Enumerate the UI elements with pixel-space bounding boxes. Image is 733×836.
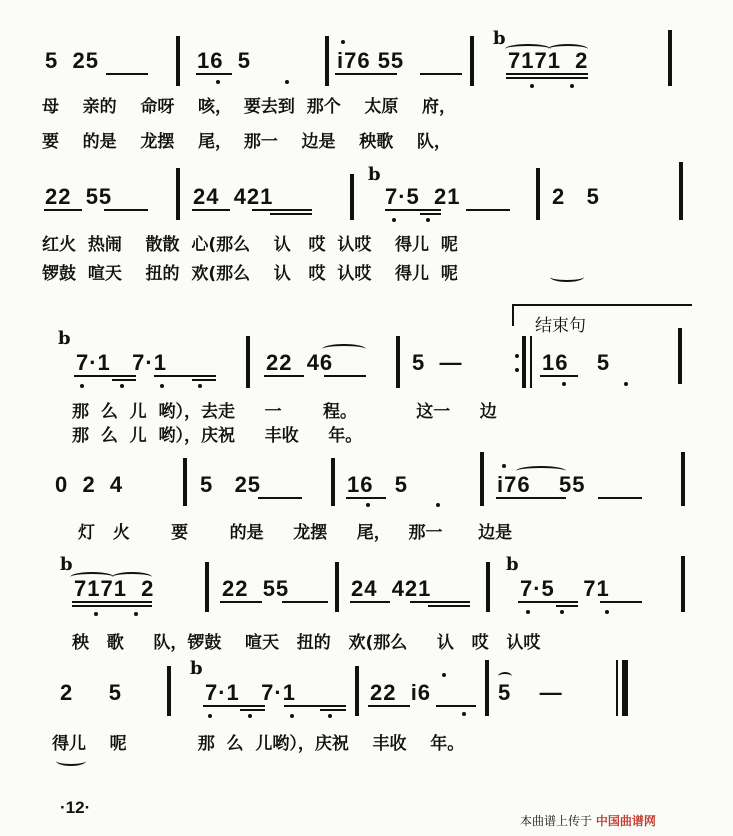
underline	[436, 705, 476, 707]
notes-measure: 16 5	[197, 48, 251, 73]
octave-dot	[160, 384, 164, 388]
underline	[320, 709, 346, 711]
underline	[506, 77, 588, 79]
notes-measure: 7171 2	[74, 576, 155, 601]
lyric-line: 那 么 儿 哟），庆祝 丰收 年。	[72, 426, 363, 446]
final-barline	[622, 660, 628, 716]
lyric-line: 母 亲的 命呀 咳， 要去到 那个 太原 府，	[42, 97, 457, 117]
octave-dot	[562, 382, 566, 386]
octave-dot	[208, 714, 212, 718]
notes-measure: 7·1 7·1	[76, 350, 167, 375]
notes-measure: 24 421	[351, 576, 432, 601]
octave-dot	[570, 84, 574, 88]
octave-dot	[94, 612, 98, 616]
underline	[598, 497, 642, 499]
notes-measure: 22 55	[45, 184, 113, 209]
underline	[240, 709, 265, 711]
flat-sign: b	[506, 554, 519, 575]
octave-dot	[216, 80, 220, 84]
barline	[678, 328, 682, 384]
barline	[681, 452, 685, 506]
underline	[556, 605, 578, 607]
octave-dot	[285, 80, 289, 84]
lyric-line: 得儿 呢 那 么 儿哟），庆祝 丰收 年。	[52, 734, 465, 754]
underline	[385, 209, 441, 211]
octave-dot	[248, 714, 252, 718]
lyric-line: 要 的是 龙摆 尾， 那一 边是 秧歌 队，	[42, 132, 451, 152]
underline	[282, 601, 328, 603]
barline	[536, 168, 540, 220]
notes-measure: 7171 2	[508, 48, 589, 73]
notes-measure: 2 5	[552, 184, 600, 209]
flat-sign: b	[60, 554, 73, 575]
underline	[540, 375, 578, 377]
octave-dot	[198, 384, 202, 388]
underline	[466, 209, 510, 211]
octave-dot	[502, 464, 506, 468]
underline	[428, 605, 470, 607]
octave-dot	[341, 40, 345, 44]
octave-dot	[462, 712, 466, 716]
barline	[176, 36, 180, 86]
barline	[167, 666, 171, 716]
underline	[284, 705, 346, 707]
notes-measure: 24 421	[193, 184, 274, 209]
underline	[368, 705, 410, 707]
barline	[335, 562, 339, 612]
underline	[192, 379, 216, 381]
upload-credit	[520, 812, 656, 829]
barline	[325, 36, 329, 86]
notes-measure: 22 55	[222, 576, 290, 601]
barline	[470, 36, 474, 86]
octave-dot	[328, 714, 332, 718]
notes-measure: 7·5 21	[385, 184, 461, 209]
barline	[668, 30, 672, 86]
underline	[420, 73, 462, 75]
notes-measure: 7·5 71	[520, 576, 610, 601]
underline	[252, 209, 312, 211]
barline	[485, 660, 489, 716]
underline	[420, 213, 441, 215]
flat-sign: b	[58, 328, 71, 349]
notes-measure: 5 —	[412, 350, 463, 375]
underline	[112, 379, 136, 381]
octave-dot	[605, 610, 609, 614]
barline	[176, 168, 180, 220]
notes-measure: 22 i6	[370, 680, 432, 705]
octave-dot	[134, 612, 138, 616]
underline	[72, 605, 152, 607]
octave-dot	[526, 610, 530, 614]
underline	[74, 375, 136, 377]
barline	[616, 660, 618, 716]
notes-measure: 16 5	[347, 472, 409, 497]
lyric-line: 灯 火 要 的是 龙摆 尾， 那一 边是	[78, 523, 513, 543]
barline	[522, 336, 526, 388]
repeat-dot	[515, 354, 519, 358]
flat-sign: b	[190, 658, 203, 679]
octave-dot	[290, 714, 294, 718]
octave-dot	[624, 382, 628, 386]
upload-text: 本曲谱上传于	[520, 814, 593, 828]
underline	[72, 601, 152, 603]
notes-measure: 7·1 7·1	[205, 680, 296, 705]
underline	[264, 375, 304, 377]
underline	[600, 601, 642, 603]
repeat-dot	[515, 368, 519, 372]
barline	[679, 162, 683, 220]
notes-measure: 0 2 4	[55, 472, 124, 497]
underline	[258, 497, 302, 499]
underline	[104, 209, 148, 211]
ending-label: 结束句	[535, 316, 586, 336]
notes-measure: 5 25	[200, 472, 262, 497]
underline	[192, 209, 230, 211]
underline	[324, 375, 366, 377]
underline	[518, 601, 578, 603]
underline	[154, 375, 216, 377]
octave-dot	[442, 673, 446, 677]
notes-measure: i76 55	[497, 472, 586, 497]
barline	[183, 458, 187, 506]
page-number: ·12·	[60, 798, 91, 817]
octave-dot	[436, 503, 440, 507]
notes-measure: 2 5	[60, 680, 123, 705]
site-logo[interactable]: 中国曲谱网	[595, 814, 656, 828]
underline	[220, 601, 262, 603]
underline	[410, 601, 470, 603]
flat-sign: b	[368, 164, 381, 185]
octave-dot	[426, 218, 430, 222]
lyric-bracket	[56, 756, 86, 766]
notes-measure: 5 25	[45, 48, 99, 73]
octave-dot	[366, 503, 370, 507]
barline	[396, 336, 400, 388]
underline	[496, 497, 566, 499]
octave-dot	[392, 218, 396, 222]
underline	[196, 73, 232, 75]
barline	[205, 562, 209, 612]
flat-sign: b	[493, 28, 506, 49]
octave-dot	[560, 610, 564, 614]
octave-dot	[530, 84, 534, 88]
lyric-line: 红火 热闹 散散 心(那么 认 哎 认哎 得儿 呢	[42, 235, 458, 255]
underline	[350, 601, 390, 603]
notes-measure: 16 5	[542, 350, 611, 375]
lyric-line: 锣鼓 喧天 扭的 欢(那么 认 哎 认哎 得儿 呢	[42, 264, 458, 284]
underline	[106, 73, 148, 75]
barline	[331, 458, 335, 506]
underline	[44, 209, 82, 211]
notes-measure: 5 —	[498, 680, 563, 705]
notes-measure: i76 55	[337, 48, 405, 73]
lyric-line: 那 么 儿 哟），去走 一 程。 这一 边	[72, 402, 497, 422]
barline	[486, 562, 490, 612]
underline	[335, 73, 397, 75]
barline	[480, 452, 484, 506]
octave-dot	[80, 384, 84, 388]
underline	[270, 213, 312, 215]
underline	[346, 497, 386, 499]
octave-dot	[120, 384, 124, 388]
lyric-line: 秧 歌 队，锣鼓 喧天 扭的 欢(那么 认 哎 认哎	[72, 633, 541, 653]
underline	[203, 705, 265, 707]
notes-measure: 22 46	[266, 350, 334, 375]
barline	[530, 336, 532, 388]
underline	[506, 73, 588, 75]
lyric-bracket	[550, 272, 584, 282]
barline	[355, 666, 359, 716]
barline	[681, 556, 685, 612]
barline	[246, 336, 250, 388]
barline	[350, 174, 354, 220]
